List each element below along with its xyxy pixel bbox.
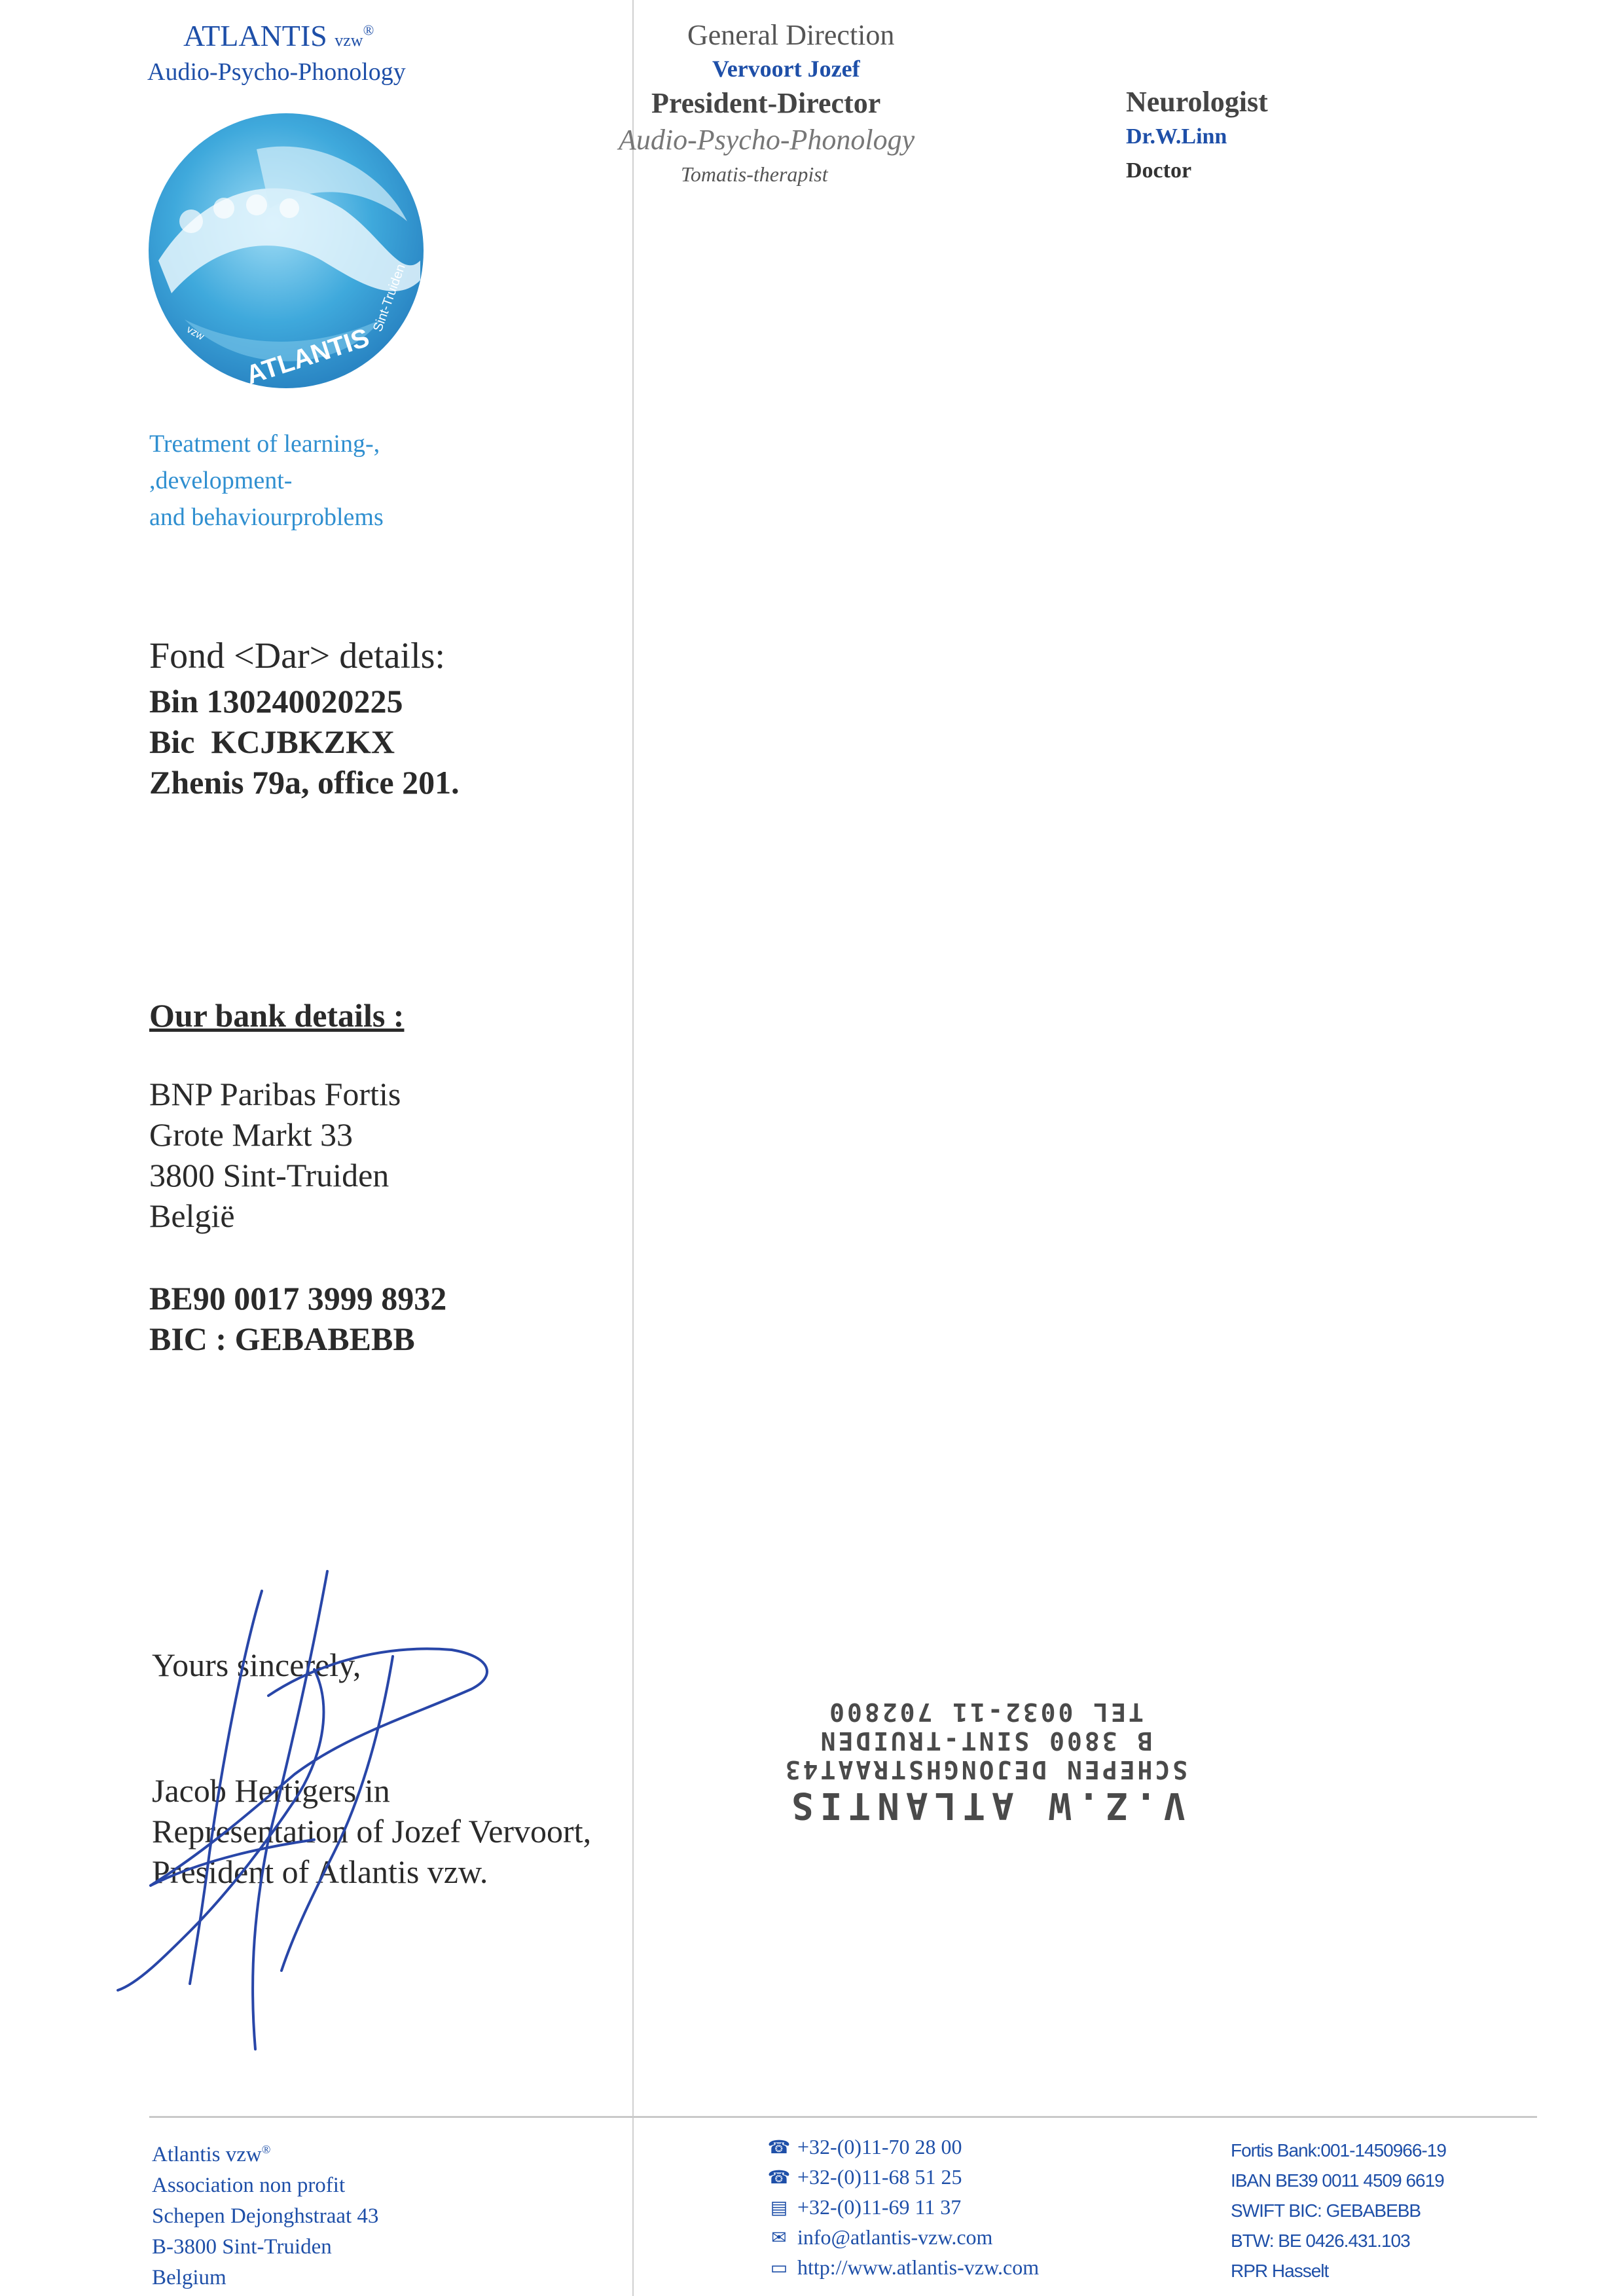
footer-phone-2 xyxy=(767,2162,1039,2192)
fond-address: Zhenis 79a, office 201. xyxy=(149,764,460,801)
director-specialty: Tomatis-therapist xyxy=(681,162,828,186)
tagline xyxy=(149,426,384,536)
neurologist-role: Doctor xyxy=(1126,158,1192,183)
neurologist-name: Dr.W.Linn xyxy=(1126,124,1227,149)
footer-bank-line: RPR Hasselt xyxy=(1231,2261,1329,2281)
footer-address-line: B-3800 Sint-Truiden xyxy=(152,2235,332,2259)
tagline-line: ,development- xyxy=(149,467,293,494)
footer-website-link[interactable]: http://www.atlantis-vzw.com xyxy=(797,2255,1040,2279)
general-direction-title: General Direction xyxy=(687,19,895,51)
fond-details-title: Fond <Dar> details: xyxy=(149,636,445,676)
footer-address-line: Belgium xyxy=(152,2266,227,2289)
footer-bank-line: SWIFT BIC: GEBABEBB xyxy=(1231,2200,1421,2221)
bank-iban: BE90 0017 3999 8932 xyxy=(149,1280,447,1317)
footer-org-name xyxy=(152,2134,378,2170)
footer-bank-info xyxy=(1231,2136,1446,2286)
phone-icon: ☎ xyxy=(767,2166,791,2188)
footer-bank-line: IBAN BE39 0011 4509 6619 xyxy=(1231,2170,1444,2191)
handwritten-signature-icon xyxy=(98,1565,517,2062)
footer-address-line: Schepen Dejonghstraat 43 xyxy=(152,2204,379,2228)
footer-divider xyxy=(149,2116,1537,2118)
director-role: President-Director xyxy=(651,87,881,119)
stamp-line: B 3800 SINT-TRUIDEN xyxy=(818,1726,1153,1755)
bank-line: BNP Paribas Fortis xyxy=(149,1076,401,1112)
footer-contact-text: +32-(0)11-69 11 37 xyxy=(797,2195,962,2219)
stamp-line: TEL 0032-11 702800 xyxy=(827,1698,1144,1726)
footer-phone-1 xyxy=(767,2132,1039,2162)
bank-bic: BIC : GEBABEBB xyxy=(149,1321,415,1357)
signatory-line: Jacob Hertigers in xyxy=(152,1772,390,1809)
stamp-line: SCHEPEN DEJONGHSTRAAT43 xyxy=(782,1755,1188,1784)
footer-address-line: Association non profit xyxy=(152,2174,346,2197)
footer-org-name-text: Atlantis vzw xyxy=(152,2143,262,2166)
fond-bic: Bic KCJBKZKX xyxy=(149,723,395,760)
brand-mark: ® xyxy=(363,22,374,39)
mail-icon: ✉ xyxy=(771,2226,787,2248)
vertical-divider xyxy=(632,0,634,2296)
tagline-line: and behaviourproblems xyxy=(149,503,384,531)
brand-suffix: vzw xyxy=(335,31,363,50)
footer-org-mark: ® xyxy=(261,2143,271,2156)
brand-name-text: ATLANTIS xyxy=(183,19,327,52)
bank-line: België xyxy=(149,1197,235,1234)
director-field: Audio-Psycho-Phonology xyxy=(619,124,915,156)
footer-fax xyxy=(767,2192,1039,2222)
logo-vzw-text: vzw xyxy=(185,323,206,343)
fax-icon: ▤ xyxy=(770,2196,788,2218)
bank-line: 3800 Sint-Truiden xyxy=(149,1157,390,1194)
rubber-stamp xyxy=(782,1663,1188,1827)
footer-contacts xyxy=(767,2132,1039,2282)
signatory-line: President of Atlantis vzw. xyxy=(152,1853,488,1890)
fond-bin: Bin 130240020225 xyxy=(149,683,403,720)
brand-name xyxy=(183,18,374,53)
phone-icon: ☎ xyxy=(767,2136,791,2158)
footer-address xyxy=(152,2134,378,2293)
brand-subtitle: Audio-Psycho-Phonology xyxy=(147,58,406,86)
bank-line: Grote Markt 33 xyxy=(149,1116,353,1153)
director-name: Vervoort Jozef xyxy=(712,56,860,82)
neurologist-title: Neurologist xyxy=(1126,86,1268,118)
closing: Yours sincerely, xyxy=(152,1647,361,1683)
footer-email xyxy=(767,2222,1039,2252)
logo-city-text: Sint-Truiden xyxy=(371,262,408,334)
tagline-line: Treatment of learning-, xyxy=(149,430,380,458)
computer-icon: ▭ xyxy=(770,2256,788,2278)
footer-bank-line: Fortis Bank:001-1450966-19 xyxy=(1231,2140,1446,2160)
footer-contact-text: +32-(0)11-68 51 25 xyxy=(797,2164,962,2189)
footer-contact-text: +32-(0)11-70 28 00 xyxy=(797,2134,962,2159)
stamp-line: V.Z.W ATLANTIS xyxy=(785,1784,1186,1827)
footer-website xyxy=(767,2252,1039,2282)
bank-details-title: Our bank details : xyxy=(149,997,405,1034)
atlantis-wave-logo-icon xyxy=(145,110,427,392)
signatory-line: Representation of Jozef Vervoort, xyxy=(152,1813,592,1850)
footer-email-link[interactable]: info@atlantis-vzw.com xyxy=(797,2225,993,2249)
logo-ring-text: ATLANTIS xyxy=(242,323,373,390)
footer-bank-line: BTW: BE 0426.431.103 xyxy=(1231,2231,1410,2251)
